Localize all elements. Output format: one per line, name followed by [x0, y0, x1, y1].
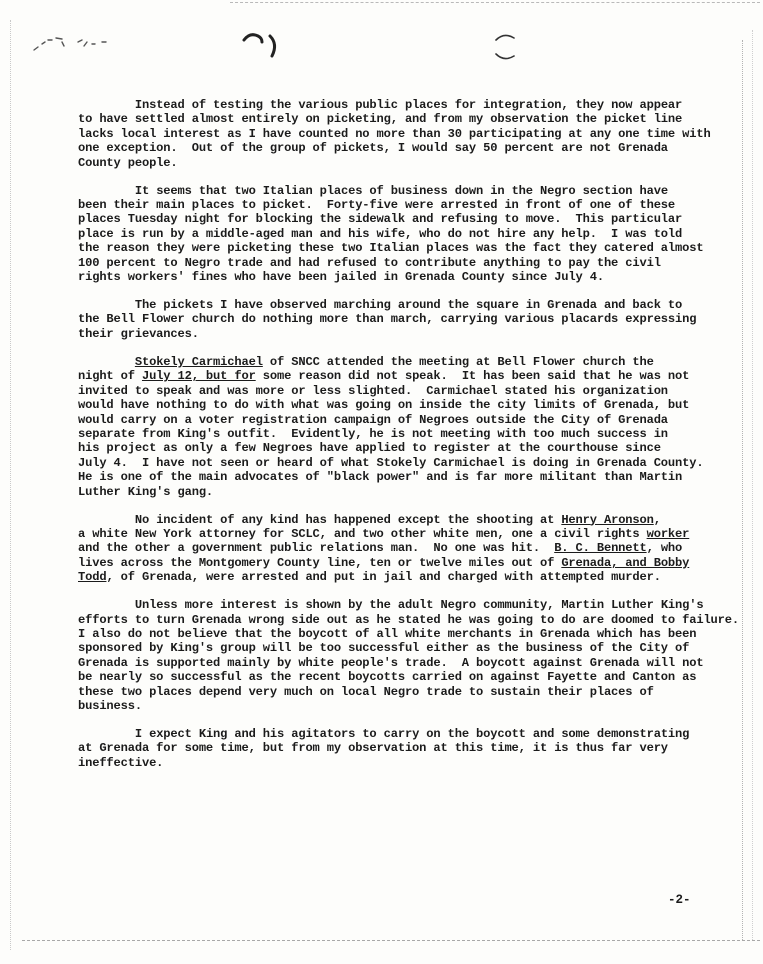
underlined-name: Grenada, and Bobby Todd	[78, 555, 690, 585]
scan-edge-bottom	[22, 940, 760, 941]
paragraph-text	[78, 355, 135, 369]
underlined-name: B. C. Bennett	[554, 541, 647, 556]
paragraph-text: and the other a government public relations man. No one was hit.	[78, 541, 540, 556]
paragraph-text: , who lives across the Montgomery County line, ten or twelve miles out of	[78, 541, 683, 570]
paragraph-text: I expect King and his agitators to carry on the boycott and some demonstrating at Grenada for some time, but from my observation at this time, it is thus far very ineffective.	[78, 727, 690, 770]
paragraph-text: Unless more interest is shown by the adult Negro community, Martin Luther King's efforts to turn Grenada wrong side out as he stated he was going to do are doomed to failure. I also do not believe that the boycott of all white merchants in Grenada which has been sponsored by King's group will be too successful either as the business of the City of Grenada is supported mainly by white people's trade. A boycott against Grenada will not be nearly so successful as the recent boycotts carried on against Fayette and Canton as these two places depend very much on local Negro trade to sustain their places of business.	[78, 598, 739, 713]
paragraph-3	[78, 298, 740, 341]
underlined-name: worker	[646, 526, 690, 541]
paragraph-text: No incident of any kind has happened except the shooting at	[78, 512, 562, 527]
scan-edge-right	[742, 40, 743, 940]
stray-ink-marks	[32, 28, 112, 56]
paragraph-6	[78, 598, 740, 713]
paragraph-text: The pickets I have observed marching around the square in Grenada and back to the Bell Flower church do nothing more than march, carrying various placards expressing their grievances.	[78, 298, 697, 341]
paragraph-7	[78, 727, 740, 770]
paragraph-1	[78, 98, 740, 170]
page-number: -2-	[668, 893, 691, 907]
paragraph-2	[78, 184, 740, 285]
paragraph-text: of SNCC attended the meeting at Bell Flower church the night of	[78, 354, 654, 384]
underlined-name: Henry Aronson	[561, 512, 654, 527]
paragraph-5	[78, 513, 740, 585]
scan-edge-top	[230, 2, 760, 3]
paragraph-text: It seems that two Italian places of business down in the Negro section have been their main places to picket. Forty-five were arrested in front of one of these places Tuesday night for blocking the sidewalk and refusing to move. This particular place is run by a middle-aged man and his wife, who do not hire any help. I was told the reason they were picketing these two Italian places was the fact they catered almost 100 percent to Negro trade and had refused to contribute anything to pay the civil rights workers' fines who have been jailed in Grenada County since July 4.	[78, 183, 704, 285]
underlined-name: Stokely Carmichael	[134, 354, 263, 369]
paragraph-text: , a white New York attorney for SCLC, and two other white men, one a civil rights	[78, 512, 661, 541]
paragraph-text: some reason did not speak. It has been said that he was not invited to speak and was more or less slighted. Carmichael stated his organization would have nothing to do with what was going on inside the city limits of Grenada, but would carry on a voter registration campaign of Negroes outside the City of Grenada separate from King's outfit. Evidently, he is not meeting with too much success in his project as only a few Negroes have applied to register at the courthouse since July 4. I have not seen or heard of what Stokely Carmichael is doing in Grenada County. He is one of the main advocates of "black power" and is far more militant than Martin Luther King's gang.	[78, 369, 704, 499]
underlined-name: July 12, but for	[141, 369, 256, 384]
paragraph-text: , of Grenada, were arrested and put in jail and charged with attempted murder.	[106, 570, 661, 585]
hole-punch-mark-right	[490, 30, 520, 64]
paragraph-text: Instead of testing the various public places for integration, they now appear to have settled almost entirely on picketing, and from my observation the picket line lacks local interest as I have counted no more than 30 participating at any one time with one exception. Out of the group of pickets, I would say 50 percent are not Grenada County people.	[78, 98, 711, 170]
memo-body	[78, 98, 740, 784]
scan-edge-left	[10, 20, 11, 950]
scan-edge-right-outer	[752, 30, 753, 940]
paragraph-4	[78, 355, 740, 499]
hole-punch-mark-left	[240, 30, 284, 62]
